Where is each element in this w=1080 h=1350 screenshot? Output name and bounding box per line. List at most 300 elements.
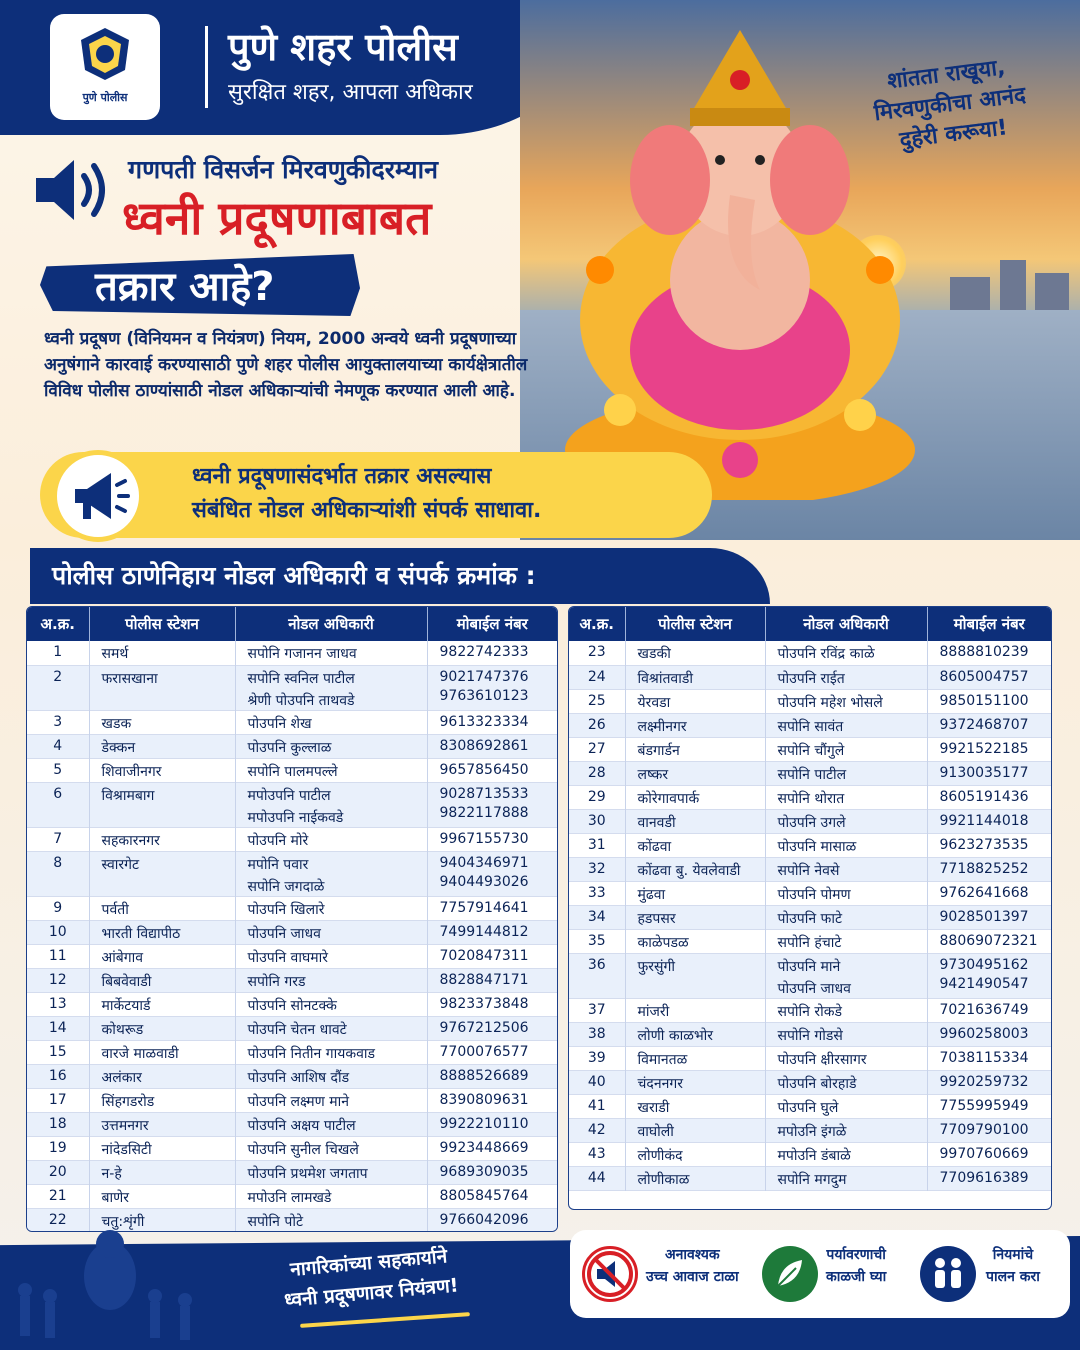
officer-cell (235, 782, 427, 827)
officer-cell-entry: सपोनि गरड (247, 973, 306, 990)
station-cell: खराडी (625, 1094, 765, 1118)
officer-cell (765, 1094, 927, 1118)
table-row (27, 851, 557, 896)
officer-cell (765, 641, 927, 665)
phone-cell (927, 737, 1051, 761)
phone-cell (427, 968, 557, 992)
phone-cell (427, 1016, 557, 1040)
officer-cell-entry: सपोनि चौंगुले (777, 742, 845, 759)
phone-cell (927, 1022, 1051, 1046)
table-body (569, 641, 1051, 1190)
officer-cell-entry: सपोनि हंचाटे (777, 934, 842, 951)
phone-cell-entry: 8888526689 (439, 1067, 529, 1084)
table-row (569, 665, 1051, 689)
phone-cell (927, 641, 1051, 665)
table-row (569, 761, 1051, 785)
serial-cell: 15 (27, 1040, 89, 1064)
officer-cell-entry: पोउपनि अक्षय पाटील (247, 1117, 356, 1134)
officer-cell-entry: सपोनि नेवसे (777, 862, 840, 879)
phone-cell (927, 713, 1051, 737)
table-row (27, 992, 557, 1016)
table-row (569, 1166, 1051, 1190)
officer-cell-entry: मपोउनि डंबाळे (777, 1147, 851, 1164)
serial-cell: 14 (27, 1016, 89, 1040)
people-icon (920, 1246, 976, 1302)
intro-paragraph: ध्वनी प्रदूषण (विनियमन व नियंत्रण) नियम, 2000 अन्वये ध्वनी प्रदूषणाच्या अनुषंगाने कारवाई करण्यासाठी पुणे शहर पोलीस आयुक्तालयाच्या कार्यक्षेत्रातील विविध पोलीस ठाण्यांसाठी नोडल अधिकाऱ्यांची नेमणूक करण्यात आली आहे. (44, 329, 528, 401)
phone-cell-entry: 9967155730 (439, 830, 529, 847)
serial-cell: 41 (569, 1094, 625, 1118)
officer-cell (765, 665, 927, 689)
station-cell: बाणेर (89, 1184, 235, 1208)
officer-cell (765, 953, 927, 998)
phone-cell (427, 1040, 557, 1064)
serial-cell: 36 (569, 953, 625, 998)
phone-cell-entry: 9767212506 (439, 1019, 529, 1036)
officer-cell-entry: पोउपनि घुले (777, 1099, 839, 1116)
serial-cell: 24 (569, 665, 625, 689)
phone-cell (927, 665, 1051, 689)
table-row (27, 641, 557, 665)
serial-cell: 16 (27, 1064, 89, 1088)
column-header: पोलीस स्टेशन (89, 607, 235, 641)
station-cell: लोणीकाळ (625, 1166, 765, 1190)
serial-cell: 25 (569, 689, 625, 713)
station-cell: मुंढवा (625, 881, 765, 905)
table-row (27, 734, 557, 758)
phone-cell-entry: 9766042096 (439, 1211, 529, 1228)
officer-cell (235, 734, 427, 758)
serial-cell: 35 (569, 929, 625, 953)
officer-cell (235, 1064, 427, 1088)
serial-cell: 26 (569, 713, 625, 737)
officer-cell (765, 785, 927, 809)
station-cell: वारजे माळवाडी (89, 1040, 235, 1064)
serial-cell: 5 (27, 758, 89, 782)
phone-cell (427, 1088, 557, 1112)
phone-cell (927, 809, 1051, 833)
officer-cell-entry: पोउपनि उगले (777, 814, 846, 831)
phone-cell-entry: 7757914641 (439, 899, 529, 916)
tip-line: पालन करा (986, 1269, 1040, 1285)
station-cell: कोंढवा बु. येवलेवाडी (625, 857, 765, 881)
phone-cell-entry: 88069072321 (939, 932, 1038, 949)
station-cell: पर्वती (89, 896, 235, 920)
serial-cell: 32 (569, 857, 625, 881)
phone-cell (427, 1184, 557, 1208)
headline-intro: गणपती विसर्जन मिरवणुकीदरम्यान (128, 155, 438, 184)
serial-cell: 38 (569, 1022, 625, 1046)
station-cell: स्वारगेट (89, 851, 235, 896)
officer-cell-entry: सपोनि थोरात (777, 790, 845, 807)
officer-cell (235, 827, 427, 851)
callout-icon-circle (52, 450, 144, 542)
station-cell: हडपसर (625, 905, 765, 929)
serial-cell: 21 (27, 1184, 89, 1208)
hero-slogan-line: मिरवणुकीचा आनंद (872, 82, 1028, 127)
station-cell: सिंहगडरोड (89, 1088, 235, 1112)
serial-cell: 11 (27, 944, 89, 968)
table-row (569, 905, 1051, 929)
officer-cell-entry: पोउपनि जाधव (777, 980, 851, 997)
officer-cell-entry: सपोनि रोकडे (777, 1003, 842, 1020)
tip-line: उच्च आवाज टाळा (646, 1269, 739, 1285)
table-row (27, 665, 557, 710)
officer-cell (235, 710, 427, 734)
station-cell: न-हे (89, 1160, 235, 1184)
officer-cell-entry: पोउपनि महेश भोसले (777, 694, 883, 711)
no-loudspeaker-icon (582, 1246, 638, 1302)
tip-avoid-noise (646, 1244, 739, 1288)
serial-cell: 17 (27, 1088, 89, 1112)
procession-silhouette-icon (0, 1226, 240, 1350)
serial-cell: 8 (27, 851, 89, 896)
station-cell: आंबेगाव (89, 944, 235, 968)
logo-caption: पुणे पोलीस (82, 91, 128, 104)
officer-cell (765, 881, 927, 905)
station-cell: काळेपडळ (625, 929, 765, 953)
table-row (27, 1112, 557, 1136)
header-divider (205, 26, 208, 108)
table-row (569, 1142, 1051, 1166)
phone-cell-entry: 7709616389 (939, 1169, 1029, 1186)
megaphone-icon (57, 455, 139, 537)
officer-cell-entry: सपोनि स्वनिल पाटील (247, 670, 355, 687)
phone-cell-entry: 9920259732 (939, 1073, 1029, 1090)
station-cell: मार्केटयार्ड (89, 992, 235, 1016)
station-cell: शिवाजीनगर (89, 758, 235, 782)
serial-cell: 12 (27, 968, 89, 992)
officer-cell (765, 998, 927, 1022)
officer-cell-entry: पोउपनि खिलारे (247, 901, 325, 918)
officer-cell-entry: पोउपनि मोरे (247, 832, 309, 849)
officer-cell (235, 920, 427, 944)
tip-line: अनावश्यक (664, 1247, 720, 1263)
phone-cell-entry: 9421490547 (939, 975, 1029, 992)
phone-cell-entry: 7718825252 (939, 860, 1029, 877)
column-header: अ.क्र. (27, 607, 89, 641)
station-cell: कोंढवा (625, 833, 765, 857)
hero-slogan-line: शांतता राखूया, (885, 55, 1007, 95)
officer-cell (765, 929, 927, 953)
officer-cell (235, 992, 427, 1016)
callout-line: संबंधित नोडल अधिकाऱ्यांशी संपर्क साधावा. (192, 498, 542, 523)
column-header: नोडल अधिकारी (765, 607, 927, 641)
phone-cell-entry: 9657856450 (439, 761, 529, 778)
phone-cell-entry: 9823373848 (439, 995, 529, 1012)
phone-cell-entry: 9762641668 (939, 884, 1029, 901)
station-cell: बिबवेवाडी (89, 968, 235, 992)
tip-environment (826, 1244, 886, 1288)
station-cell: चंदननगर (625, 1070, 765, 1094)
police-badge-icon (75, 24, 135, 84)
table-row (569, 1094, 1051, 1118)
serial-cell: 2 (27, 665, 89, 710)
station-cell: बंडगार्डन (625, 737, 765, 761)
serial-cell: 30 (569, 809, 625, 833)
header-banner (0, 0, 600, 135)
phone-cell-entry: 9021747376 (439, 668, 529, 685)
station-cell: विश्रामबाग (89, 782, 235, 827)
phone-cell-entry: 7709790100 (939, 1121, 1029, 1138)
officer-cell-entry: पोउपनि रविंद्र काळे (777, 646, 875, 662)
officer-cell-entry: मपोउनि इंगळे (777, 1123, 847, 1140)
phone-cell-entry: 7020847311 (439, 947, 529, 964)
phone-cell-entry: 9822117888 (439, 804, 529, 821)
phone-cell-entry: 9028501397 (939, 908, 1029, 925)
officer-cell-entry: मपोउपनि पाटील (247, 787, 331, 804)
station-cell: चतु:शृंगी (89, 1208, 235, 1232)
station-cell: लक्ष्मीनगर (625, 713, 765, 737)
phone-cell-entry: 9130035177 (939, 764, 1029, 781)
serial-cell: 28 (569, 761, 625, 785)
phone-cell (927, 689, 1051, 713)
tip-line: पर्यावरणाची (826, 1247, 886, 1263)
table-row (27, 710, 557, 734)
serial-cell: 31 (569, 833, 625, 857)
table-row (569, 809, 1051, 833)
phone-cell-entry: 8828847171 (439, 971, 529, 988)
serial-cell: 6 (27, 782, 89, 827)
officer-cell (235, 665, 427, 710)
officer-cell (765, 713, 927, 737)
phone-cell (927, 1166, 1051, 1190)
officer-cell (765, 1070, 927, 1094)
phone-cell (427, 920, 557, 944)
serial-cell: 40 (569, 1070, 625, 1094)
phone-cell (427, 896, 557, 920)
station-cell: भारती विद्यापीठ (89, 920, 235, 944)
phone-cell (927, 998, 1051, 1022)
tip-line: काळजी घ्या (826, 1269, 887, 1285)
phone-cell-entry: 9850151100 (939, 692, 1029, 709)
officer-cell-entry: पोउपनि पोमण (777, 886, 851, 903)
officer-cell-entry: पोउपनि मासाळ (777, 838, 857, 855)
phone-cell (927, 953, 1051, 998)
phone-cell (927, 1142, 1051, 1166)
table-row (27, 1136, 557, 1160)
phone-cell-entry: 7021636749 (939, 1001, 1029, 1018)
speaker-icon (30, 150, 120, 230)
serial-cell: 18 (27, 1112, 89, 1136)
officer-cell-entry: पोउपनि फाटे (777, 910, 843, 927)
column-header: मोबाईल नंबर (427, 607, 557, 641)
nodal-officers-table-right (568, 606, 1052, 1210)
officer-cell (235, 641, 427, 665)
table-row (27, 1088, 557, 1112)
phone-cell-entry: 9922210110 (439, 1115, 529, 1132)
table-row (569, 641, 1051, 665)
officer-cell-entry: सपोनि गजानन जाधव (247, 646, 357, 662)
serial-cell: 27 (569, 737, 625, 761)
phone-cell (427, 710, 557, 734)
station-cell: खडक (89, 710, 235, 734)
table-row (27, 782, 557, 827)
footer-slogan-line: ध्वनी प्रदूषणावर नियंत्रण! (283, 1274, 460, 1312)
station-cell: लोणी काळभोर (625, 1022, 765, 1046)
serial-cell: 1 (27, 641, 89, 665)
officer-cell-entry: पोउपनि सोनटक्के (247, 997, 337, 1014)
officer-cell (765, 809, 927, 833)
table-heading: पोलीस ठाणेनिहाय नोडल अधिकारी व संपर्क क्रमांक : (52, 561, 536, 590)
serial-cell: 39 (569, 1046, 625, 1070)
table-row (27, 944, 557, 968)
station-cell: विमानतळ (625, 1046, 765, 1070)
officer-cell (235, 1040, 427, 1064)
table-row (569, 713, 1051, 737)
serial-cell: 29 (569, 785, 625, 809)
phone-cell-entry: 9921144018 (939, 812, 1029, 829)
serial-cell: 3 (27, 710, 89, 734)
officer-cell (765, 1046, 927, 1070)
officer-cell-entry: पोउपनि लक्ष्मण माने (247, 1093, 349, 1110)
table-row (569, 1022, 1051, 1046)
phone-cell (927, 761, 1051, 785)
officer-cell-entry: पोउपनि चेतन धावटे (247, 1021, 347, 1038)
column-header: पोलीस स्टेशन (625, 607, 765, 641)
phone-cell (427, 1208, 557, 1232)
column-header: अ.क्र. (569, 607, 625, 641)
officer-cell (765, 761, 927, 785)
table-row (569, 833, 1051, 857)
station-cell: कोथरूड (89, 1016, 235, 1040)
officer-cell (765, 905, 927, 929)
officer-cell-entry: पोउपनि राईत (777, 670, 845, 687)
station-cell: खडकी (625, 641, 765, 665)
phone-cell-entry: 9623273535 (939, 836, 1029, 853)
serial-cell: 37 (569, 998, 625, 1022)
officer-cell-entry: पोउपनि जाधव (247, 925, 321, 942)
table-header-row (569, 607, 1051, 641)
table-row (569, 785, 1051, 809)
station-cell: लष्कर (625, 761, 765, 785)
officer-cell (235, 896, 427, 920)
station-cell: येरवडा (625, 689, 765, 713)
hero-slogan-line: दुहेरी करूया! (898, 115, 1009, 154)
phone-cell (427, 758, 557, 782)
serial-cell: 7 (27, 827, 89, 851)
table-row (569, 1118, 1051, 1142)
serial-cell: 33 (569, 881, 625, 905)
phone-cell-entry: 9763610123 (439, 687, 529, 704)
officer-cell-entry: सपोनि गोडसे (777, 1027, 843, 1044)
station-cell: नांदेडसिटी (89, 1136, 235, 1160)
phone-cell (927, 905, 1051, 929)
table-row (27, 896, 557, 920)
station-cell: फरासखाना (89, 665, 235, 710)
serial-cell: 13 (27, 992, 89, 1016)
officer-cell-entry: सपोनि पाटील (777, 766, 847, 783)
table-body (27, 641, 557, 1232)
phone-cell (427, 1064, 557, 1088)
phone-cell (927, 1070, 1051, 1094)
table-row (569, 881, 1051, 905)
phone-cell-entry: 7038115334 (939, 1049, 1029, 1066)
tip-line: नियमांचे (992, 1247, 1034, 1263)
phone-cell-entry: 8390809631 (439, 1091, 529, 1108)
station-cell: फुरसुंगी (625, 953, 765, 998)
phone-cell-entry: 9921522185 (939, 740, 1029, 757)
officer-cell-entry: सपोनि पालमपल्ले (247, 763, 338, 780)
phone-cell (427, 734, 557, 758)
officer-cell (765, 1142, 927, 1166)
headline-main: ध्वनी प्रदूषणाबाबत (122, 191, 432, 245)
officer-cell-entry: पोउपनि वाघमारे (247, 949, 328, 966)
officer-cell (235, 944, 427, 968)
table-row (569, 1070, 1051, 1094)
officer-cell-entry: मपोउनि लामखडे (247, 1189, 332, 1206)
station-cell: डेक्कन (89, 734, 235, 758)
phone-cell-entry: 9970760669 (939, 1145, 1029, 1162)
officer-cell (235, 968, 427, 992)
serial-cell: 4 (27, 734, 89, 758)
officer-cell-entry: पोउपनि शेख (247, 715, 312, 732)
callout-text (192, 460, 541, 528)
phone-cell-entry: 8308692861 (439, 737, 529, 754)
phone-cell-entry: 9730495162 (939, 956, 1029, 973)
station-cell: वानवडी (625, 809, 765, 833)
phone-cell-entry: 9372468707 (939, 716, 1029, 733)
serial-cell: 10 (27, 920, 89, 944)
officer-cell (235, 1016, 427, 1040)
serial-cell: 9 (27, 896, 89, 920)
serial-cell: 44 (569, 1166, 625, 1190)
officer-cell (235, 1208, 427, 1232)
serial-cell: 34 (569, 905, 625, 929)
officer-cell-entry: पोउपनि नितीन गायकवाड (247, 1045, 376, 1062)
phone-cell (927, 1046, 1051, 1070)
officer-cell (765, 1022, 927, 1046)
phone-cell (427, 1136, 557, 1160)
nodal-officers-table-left (26, 606, 558, 1232)
leaf-icon (762, 1246, 818, 1302)
officer-cell-entry: सपोनि मगदुम (777, 1171, 847, 1188)
station-cell: लोणीकंद (625, 1142, 765, 1166)
station-cell: मांजरी (625, 998, 765, 1022)
table-row (569, 953, 1051, 998)
phone-cell (427, 1160, 557, 1184)
officer-cell (765, 833, 927, 857)
officer-cell (235, 1160, 427, 1184)
phone-cell-entry: 8805845764 (439, 1187, 529, 1204)
police-logo (50, 14, 160, 120)
officer-cell (765, 857, 927, 881)
table-header-row (27, 607, 557, 641)
page-title: पुणे शहर पोलीस (228, 25, 458, 69)
phone-cell-entry: 9028713533 (439, 785, 529, 802)
officer-cell-entry: सपोनि जगदाळे (247, 878, 325, 895)
officer-cell-entry: पोउपनि बोरहाडे (777, 1075, 857, 1092)
phone-cell-entry: 7700076577 (439, 1043, 529, 1060)
phone-cell-entry: 9404346971 (439, 854, 529, 871)
phone-cell (927, 1118, 1051, 1142)
phone-cell (427, 641, 557, 665)
table-row (27, 758, 557, 782)
phone-cell (427, 782, 557, 827)
officer-cell (235, 1136, 427, 1160)
table-row (27, 1040, 557, 1064)
table-row (27, 827, 557, 851)
station-cell: उत्तमनगर (89, 1112, 235, 1136)
phone-cell-entry: 8605191436 (939, 788, 1029, 805)
station-cell: कोरेगावपार्क (625, 785, 765, 809)
page-subtitle: सुरक्षित शहर, आपला अधिकार (228, 80, 473, 105)
phone-cell (427, 827, 557, 851)
officer-cell-entry: पोउपनि क्षीरसागर (777, 1051, 867, 1068)
officer-cell-entry: मपोनि पवार (247, 856, 309, 873)
phone-cell-entry: 9613323334 (439, 713, 529, 730)
officer-cell (235, 758, 427, 782)
table-row (569, 857, 1051, 881)
